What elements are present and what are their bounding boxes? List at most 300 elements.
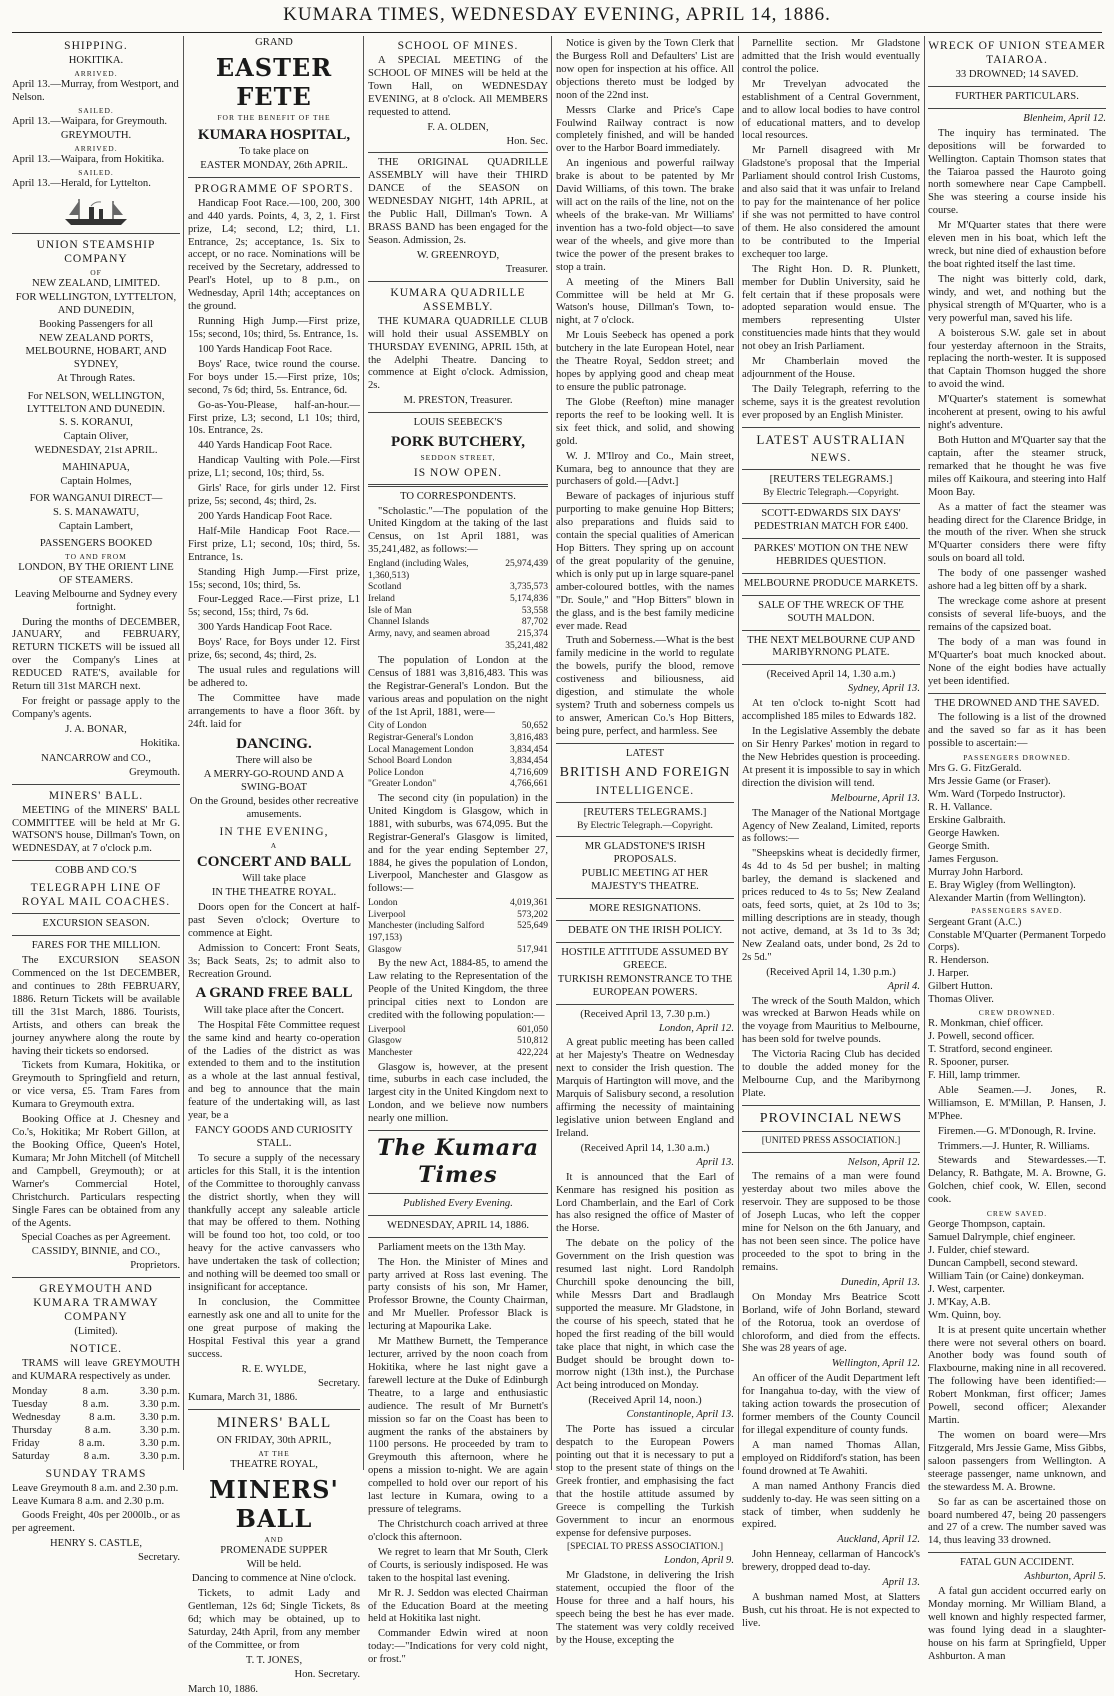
divider <box>556 743 734 744</box>
act-text: By the new Act, 1884-85, to amend the Law relating to the Representation of the People of the United Kingdom, the three principal cities next to London are credited with the following population:— <box>368 958 548 1021</box>
list-item: Stewards and Stewardesses.—T. Delancy, R. Bathgate, M. A. Browne, G. Golchen, chief cook, W. Ellen, second cook. <box>928 1155 1106 1206</box>
list-heading: CREW DROWNED. <box>978 1008 1056 1018</box>
masthead: KUMARA TIMES, WEDNESDAY EVENING, APRIL 14, 1886. <box>283 4 831 25</box>
rules-text: The usual rules and regulations will be adhered to. <box>188 665 360 690</box>
wreck-subheading: 33 DROWNED; 14 SAVED. <box>955 69 1079 81</box>
news-headline: TURKISH REMONSTRANCE TO THE EUROPEAN POWERS. <box>557 973 733 998</box>
british-foreign-heading: BRITISH AND FOREIGN <box>559 764 731 780</box>
latest-label: LATEST <box>625 747 665 759</box>
held-label: Will be held. <box>246 1559 302 1571</box>
divider <box>368 1215 548 1216</box>
table-row: Liverpool 601,050 <box>368 1024 548 1035</box>
dateline: March 10, 1886. <box>188 1683 259 1695</box>
news-item: W. J. M'Ilroy and Co., Main street, Kumara, beg to announce that they are purchasers of gold.—[Advt.] <box>556 450 734 488</box>
also-label: There will also be <box>235 755 313 766</box>
sport-event: Running High Jump.—First prize, 15s; second, 10s; third, 5s. Entrance, 1s. <box>188 316 360 340</box>
column-2 <box>188 36 360 1695</box>
merry-go-round: A MERRY-GO-ROUND AND A SWING-BOAT <box>203 768 345 793</box>
news-item: Mr R. J. Seddon was elected Chairman of the Education Board at the meeting held at Hokitika last night. <box>368 1587 548 1625</box>
divider <box>188 177 360 178</box>
table-row: London 4,019,361 <box>368 898 548 909</box>
tramway-heading: GREYMOUTH AND KUMARA TRAMWAY COMPANY <box>33 1283 159 1324</box>
divider <box>12 233 180 234</box>
press-association-label: [UNITED PRESS ASSOCIATION.] <box>761 1135 901 1146</box>
hospital-heading: KUMARA HOSPITAL, <box>197 126 351 143</box>
sunday-trams-heading: SUNDAY TRAMS <box>45 1467 147 1480</box>
union-nz: NEW ZEALAND, LIMITED. <box>31 278 161 290</box>
correspondents-heading: TO CORRESPONDENTS. <box>400 490 516 502</box>
divider <box>556 898 734 899</box>
column-rule <box>551 36 552 1470</box>
news-item: In the Legislative Assembly the debate on Sir Henry Parkes' motion in regard to the New Hebrides question is proceeding. At present it is impossible to say in which direction the division will tend. <box>742 726 920 789</box>
news-item: The Victoria Racing Club has decided to double the added money for the Melbourne Cup, and the Maribyrnong Plate. <box>742 1049 920 1099</box>
dateline: April 13. <box>696 1156 734 1168</box>
news-item: It is at present quite uncertain whether there were not several others on board. Another body was found south of Flaxbourne, making nine in all recovered. The following have been identified:—Robert Monkman, first officer; James Powell, second officer; Alexander Martin. <box>928 1324 1106 1427</box>
column-1 <box>12 36 180 1564</box>
news-item: Notice is given by the Town Clerk that the Burgess Roll and Defaulters' List are now open for inspection at his office. All objections thereto must be lodged by noon of the 22nd inst. <box>556 38 734 101</box>
captain-name: Captain Oliver, <box>63 431 129 443</box>
fancy-goods-heading: FANCY GOODS AND CURIOSITY STALL. <box>194 1125 354 1149</box>
passengers-heading: PASSENGERS BOOKED <box>39 537 153 549</box>
divider <box>368 152 548 153</box>
evening-heading: IN THE EVENING, <box>219 825 329 838</box>
dateline: Sydney, April 13. <box>847 683 920 695</box>
dateline: Nelson, April 12. <box>847 1156 920 1168</box>
excursion-text: Tickets from Kumara, Hokitika, or Greymouth to Springfield and return, or vice versa, £5. Tram Fares from Kumara to Greymouth extra. <box>12 1060 180 1111</box>
theatre-royal: THEATRE ROYAL, <box>230 1458 318 1470</box>
treasurer-name: W. GREENROYD, <box>416 249 500 261</box>
divider <box>742 630 920 631</box>
list-item: R. H. Vallance. <box>928 802 993 814</box>
column-5 <box>742 36 920 1629</box>
list-item: George Smith. <box>928 840 990 852</box>
list-item: R. Spooner, purser. <box>928 1056 1010 1068</box>
latest-australian-heading: LATEST AUSTRALIAN <box>756 431 906 447</box>
column-4 <box>556 36 734 1646</box>
union-route: For NELSON, WELLINGTON, LYTTELTON AND DUNEDIN. <box>26 390 166 415</box>
list-item: George Thompson, captain. <box>928 1219 1046 1231</box>
list-item: James Ferguson. <box>928 853 999 865</box>
news-item: "Sheepskins wheat is decidedly firmer, 4s 4d to 4s 5d per bushel; in malting barley, the demand is slackened and prices reduced to 4s to 5s; New Zealand oats, feed sorts, quiet, at 2s 10d to 3s; milling descriptions are in steady, though not active, demand, at 3s 1d to 3s 3d; New Zealand oats, under bond, 2s 2d to 2s 5d." <box>742 848 920 963</box>
news-item: A bushman named Most, at Slatters Bush, cut his throat. He is not expected to live. <box>742 1592 920 1629</box>
kumara-quadrille-text: THE KUMARA QUADRILLE CLUB will hold their usual ASSEMBLY on THURSDAY EVENING, APRIL 15th, at the Adelphi Theatre. Dancing to commence at Eight o'clock. Admission, 2s. <box>368 315 548 392</box>
divider <box>742 1105 920 1106</box>
ship-name: S. S. MANAWATU, <box>53 506 139 518</box>
union-ports: NEW ZEALAND PORTS, MELBOURNE, HOBART, AND SYDNEY, <box>25 332 167 370</box>
fortnightly: Leaving Melbourne and Sydney every fortnight. <box>14 588 178 613</box>
timetable-row: Wednesday 8 a.m. 3.30 p.m. <box>12 1411 180 1423</box>
divider <box>368 1193 548 1194</box>
news-item: As a matter of fact the steamer was heading direct for the Clarence Bridge, in the mouth of the river. When she struck M'Quarter considers there were fifty souls on board all told. <box>928 501 1106 565</box>
timetable-row: Tuesday 8 a.m. 3.30 p.m. <box>12 1398 180 1410</box>
news-item: The body of a man was found in M'Quarter's boat much knocked about. None of the eight bodies have actually yet been identified. <box>928 636 1106 687</box>
proprietor-name: CASSIDY, BINNIE, and CO., <box>31 1246 161 1258</box>
news-item: Beware of packages of injurious stuff purporting to make genuine Hop Bitters; also preparations and fluids said to contain the special qualities of American Hop Bitters. They spring up on account of the great popularity of the genuine, which is only put up in large square-panel amber-coloured bottles, with the names "Dr. Soule," and "Hop Bitters" blown in the glass, and is the best family medicine ever made. Read <box>556 491 734 632</box>
dateline: Dunedin, April 13. <box>840 1276 920 1288</box>
telegraph-heading: TELEGRAPH LINE OF ROYAL MAIL COACHES. <box>21 882 171 909</box>
news-item: Mr Parnell disagreed with Mr Gladstone's proposal that the Imperial Parliament should control Irish Customs, and also said that it was unfair to Ireland to pay for the maintenance of her police if she was not permitted to have control of them. He also considered the amount to be contributed to the Imperial exchequer too large. <box>742 145 920 260</box>
cobb-heading: COBB AND CO.'S <box>55 865 137 877</box>
now-open: IS NOW OPEN. <box>413 466 503 479</box>
secretary-title: Secretary. <box>318 1377 360 1389</box>
uk-population-table <box>368 559 548 653</box>
news-item: Mr Matthew Burnett, the Temperance lecturer, arrived by the noon coach from Hokitika, where he last night gave a farewell lecture at the Duke of Edinburgh Theatre, to a large and enthusiastic audience. The result of Mr Burnett's mission so far on the Coast has been to augment the ranks of the abstainers by 1100 persons. He proceeded by tram to Greymouth this afternoon, where he opens a mission to-night. We are again compelled to hold over our report of his last lecture in Kumara, owing to a pressure of telegrams. <box>368 1336 548 1516</box>
reuters-label: [REUTERS TELEGRAMS.] <box>769 473 893 485</box>
news-item: It is announced that the Earl of Kenmare has resigned his position as Lord Chamberlain, and the Earl of Cork has also resigned the office of Master of the Horse. <box>556 1171 734 1235</box>
column-rule <box>738 36 739 1470</box>
list-item: Thomas Oliver. <box>928 994 994 1006</box>
table-row: Ireland 5,174,836 <box>368 593 548 604</box>
news-item: The body of one passenger washed ashore had a leg bitten off by a shark. <box>928 568 1106 593</box>
secretary-name: F. A. OLDEN, <box>427 121 489 133</box>
union-route: FOR WELLINGTON, LYTTELTON, AND DUNEDIN, <box>15 292 177 317</box>
fares-heading: FARES FOR THE MILLION. <box>31 940 161 952</box>
list-item: Able Seamen.—J. Jones, R. Williamson, E. M'Millan, P. Hansen, J. M'Phee. <box>928 1084 1106 1122</box>
list-item: Wm. Quinn, boy. <box>928 1309 1002 1321</box>
news-item: Truth and Soberness.—What is the best family medicine in the world to regulate the bowels, purify the blood, remove costiveness and biliousness, aid digestion, and stimulate the whole system? Truth and soberness compels us to answer, American Co.'s Hop Bitters, being pure, perfect, and harmless. See <box>556 635 734 737</box>
divider <box>928 693 1106 694</box>
sailing-date: WEDNESDAY, 21st APRIL. <box>34 445 158 457</box>
news-item: A meeting of the Miners Ball Committee will be held at Mr G. Watson's house, Dillman's Town, to-night, at 7 o'clock. <box>556 276 734 327</box>
divider <box>742 573 920 574</box>
sport-event: Go-as-You-Please, half-an-hour.—First prize, L3; second, L1 10s; third, 10s. Entrance, 2s. <box>188 399 360 437</box>
seddon-street: SEDDON STREET, <box>420 453 496 463</box>
union-rates: At Through Rates. <box>56 372 136 384</box>
news-item: Mr Chamberlain moved the adjournment of the House. <box>742 356 920 381</box>
divider <box>12 935 180 936</box>
ball-date: ON FRIDAY, 30th APRIL, <box>216 1434 332 1446</box>
fete-text: The Hospital Fête Committee request the same kind and hearty co-operation of the Ladies of the district as was extended to them and to the institution as a whole at the last annual festival, and beg to announce that the main feature of the undertaking will, as last year, be a <box>188 1019 360 1122</box>
dateline: Constantinople, April 13. <box>626 1409 734 1421</box>
list-item: Mrs G. G. FitzGerald. <box>928 763 1022 775</box>
excursion-text: The EXCURSION SEASON Commenced on the 1st DECEMBER, and continues to 28th FEBRUARY, 1886. Return Tickets will be available till the 31st March, 1886. Tourists, Artists, and others can break the journey anywhere along the route by having their tickets so endorsed. <box>12 955 180 1057</box>
news-headline: DEBATE ON THE IRISH POLICY. <box>567 924 723 936</box>
received-time: (Received April 14, 1.30 a.m.) <box>580 1142 710 1154</box>
at-the-label: AT THE <box>258 1448 290 1458</box>
orient-line: LONDON, BY THE ORIENT LINE OF STEAMERS. <box>18 561 174 586</box>
divider <box>928 86 1106 87</box>
divider <box>742 503 920 504</box>
union-route: FOR WANGANUI DIRECT— <box>29 493 163 505</box>
dancing-heading: DANCING. <box>236 735 312 752</box>
seebeck-label: LOUIS SEEBECK'S <box>413 417 503 429</box>
city-table <box>368 898 548 956</box>
easter-fete-heading: EASTER FETE <box>215 52 333 112</box>
list-item: Constable M'Quarter (Permanent Torpedo Corps). <box>928 929 1106 954</box>
list-item: Mrs Jessie Game (or Fraser). <box>928 776 1051 788</box>
list-item: J. M'Kay, A.B. <box>928 1296 991 1308</box>
masthead-rule <box>12 32 1102 33</box>
tickets-text: Tickets, to admit Lady and Gentleman, 12s 6d; Single Tickets, 8s 6d; which may be obtained, up to Saturday, 24th April, from any member of the Committee, or from <box>188 1588 360 1651</box>
news-item: An officer of the Audit Department left for Inangahua to-day, with the view of taking action towards the prosecution of former members of the County Council for illegal expenditure of county funds. <box>742 1373 920 1436</box>
will-take-place: Will take place <box>242 873 306 885</box>
sunday-tram-time: Leave Greymouth 8 a.m. and 2.30 p.m. <box>12 1482 179 1494</box>
news-item: So far as can be ascertained those on board numbered 47, being 20 passengers and 27 of a crew. The number saved was 14, thus leaving 33 drowned. <box>928 1496 1106 1547</box>
news-item: An ingenious and powerful railway brake is about to be patented by Mr David Williams, of this town. The brake will act on the rails of the line, not on the wheels of the brake-van. Mr Williams' invention has a two-fold object—to save wear of the wheels, and give more than twice the power of the present brakes to stop a train. <box>556 158 734 273</box>
agent-name: NANCARROW and CO., <box>41 752 151 764</box>
dateline: Ashburton, April 5. <box>1024 1571 1106 1583</box>
sport-event: Boys' Race, for Boys under 12. First prize, 6s; second, 4s; third, 2s. <box>188 637 360 662</box>
table-row: Liverpool 573,202 <box>368 909 548 920</box>
sport-event: Girls' Race, for girls under 12. First prize, 5s; second, 4s; third, 2s. <box>188 483 360 508</box>
second-city-text: The second city (in population) in the United Kingdom is Glasgow, which in 1881, with suburbs, was 674,095. But the Registrar-General's Glasgow is limited, and for the year ending September 27, 1884, he gives the population of London, Liverpool, Manchester and Glasgow as follows:— <box>368 792 548 895</box>
supper-heading: PROMENADE SUPPER <box>220 1545 328 1557</box>
agent-place: Hokitika. <box>140 737 180 749</box>
treasurer-title: Treasurer. <box>505 263 548 275</box>
news-item: A man named Anthony Francis died suddenly to-day. He was seen sitting on a stack of timber, when suddenly he expired. <box>742 1480 920 1531</box>
sport-event: 440 Yards Handicap Foot Race. <box>198 440 333 452</box>
table-row: Glasgow 517,941 <box>368 944 548 955</box>
ship-name: S. S. KORANUI, <box>59 417 133 429</box>
news-heading: NEWS. <box>810 451 852 464</box>
dateline: April 13. <box>882 1577 920 1589</box>
issue-date: WEDNESDAY, APRIL 14, 1886. <box>386 1219 530 1231</box>
free-ball-heading: A GRAND FREE BALL <box>195 985 353 1002</box>
secretary-title: Hon. Sec. <box>506 135 548 147</box>
divider <box>368 412 548 413</box>
news-item: The wreckage come ashore at present consists of several life-buoys, and the remains of the capsized boat. <box>928 596 1106 633</box>
secretary-title: Secretary. <box>138 1552 180 1564</box>
news-headline: HOSTILE ATTITUDE ASSUMED BY GREECE. <box>561 946 729 971</box>
dateline: London, April 9. <box>664 1555 734 1567</box>
admission-text: Admission to Concert: Front Seats, 3s; Back Seats, 2s; to admit also to Recreation Ground. <box>188 942 360 980</box>
goods-freight: Goods Freight, 40s per 2000lb., or as per agreement. <box>12 1510 180 1535</box>
grand-label: GRAND <box>255 37 293 48</box>
list-item: Samuel Dalrymple, chief engineer. <box>928 1232 1076 1244</box>
school-of-mines-heading: SCHOOL OF MINES. <box>397 40 519 52</box>
table-row: England (including Wales, 1,360,513) 25,974,439 <box>368 559 548 581</box>
table-row: Army, navy, and seamen abroad 215,374 <box>368 628 548 639</box>
timetable-row: Friday 8 a.m. 3.30 p.m. <box>12 1437 180 1449</box>
column-rule <box>363 36 364 1470</box>
divider <box>12 860 180 861</box>
divider <box>368 1130 548 1131</box>
programme-heading: PROGRAMME OF SPORTS. <box>194 182 354 195</box>
divider <box>742 595 920 596</box>
list-item: Sergeant Grant (A.C.) <box>928 916 1022 928</box>
column-rule <box>924 36 925 1470</box>
news-item: The Globe (Reefton) mine manager reports the reef to be looking well. It is six feet thick, and solid, and showing gold. <box>556 396 734 447</box>
list-heading: CREW SAVED. <box>986 1209 1048 1219</box>
sailed-label: SAILED. <box>78 167 114 177</box>
drowned-saved-heading: THE DROWNED AND THE SAVED. <box>934 697 1100 709</box>
table-row: City of London 50,652 <box>368 721 548 732</box>
captain-name: Captain Lambert, <box>58 520 134 532</box>
dateline: Wellington, April 12. <box>831 1358 920 1370</box>
news-item: Parnellite section. Mr Gladstone admitted that the Irish would eventually control the police. <box>742 38 920 75</box>
steamship-icon <box>61 197 131 227</box>
list-item: F. Hill, lamp trimmer. <box>928 1069 1021 1081</box>
table-row: School Board London 3,834,454 <box>368 756 548 767</box>
kumara-times-nameplate: The Kumara Times <box>376 1135 540 1188</box>
reuters-label: [REUTERS TELEGRAMS.] <box>583 806 707 818</box>
table-row: Police London 4,716,609 <box>368 767 548 778</box>
secretary-name: R. E. WYLDE, <box>241 1363 307 1375</box>
shipping-entry: April 13.—Herald, for Lyttelton. <box>12 178 151 190</box>
sport-event: Boys' Race, twice round the course. For boys under 15.—First prize, 10s; second, 7s 6d; third, 5s. Entrance, 6d. <box>188 358 360 396</box>
press-association-label: [SPECIAL TO PRESS ASSOCIATION.] <box>566 1542 724 1553</box>
divider <box>368 281 548 282</box>
news-item: The Right Hon. D. R. Plunkett, member for Dublin University, said he felt certain that if these proposals were adopted separation would ensue. The members representing Ulster constituencies made hints that they would not obey an Irish Parliament. <box>742 263 920 353</box>
table-row: Manchester 422,224 <box>368 1047 548 1058</box>
trams-text: TRAMS will leave GREYMOUTH and KUMARA respectively as under. <box>12 1358 180 1383</box>
to-and-from: TO AND FROM <box>65 551 127 561</box>
received-time: (Received April 14, 1.30 p.m.) <box>766 966 896 978</box>
list-item: Murray John Harbord. <box>928 866 1024 878</box>
list-item: T. Stratford, second engineer. <box>928 1044 1053 1056</box>
list-item: George Hawken. <box>928 827 1000 839</box>
table-row: "Greater London" 4,766,661 <box>368 779 548 790</box>
treasurer-name: M. PRESTON, Treasurer. <box>403 395 513 407</box>
news-item: Mr Louis Seebeck has opened a pork butchery in the late European Hotel, near the Theatre Royal, Seddon street; and hopes by applying good and cheap meat to ensure the public patronage. <box>556 330 734 393</box>
pork-butchery-heading: PORK BUTCHERY, <box>391 434 525 451</box>
union-heading: UNION STEAMSHIP COMPANY <box>36 239 156 266</box>
list-heading: PASSENGERS DROWNED. <box>963 753 1071 763</box>
news-item: A fatal gun accident occurred early on Monday morning. Mr William Bland, a well known and highly respected farmer, was found lying dead in a slaughter-house on his farm at Springfield, Upper Ashburton. A man <box>928 1586 1106 1662</box>
received-time: (Received April 14, 1.30 a.m.) <box>766 669 896 681</box>
list-item: R. Monkman, chief officer. <box>928 1018 1044 1030</box>
news-headline: MR GLADSTONE'S IRISH PROPOSALS. <box>584 841 706 866</box>
tramway-limited: (Limited). <box>74 1326 118 1338</box>
secretary-name: T. T. JONES, <box>245 1654 303 1666</box>
dateline: Blenheim, April 12. <box>1023 112 1106 124</box>
agent-place: Greymouth. <box>129 766 180 778</box>
table-row: Isle of Man 53,558 <box>368 605 548 616</box>
union-text: Booking Passengers for all <box>39 318 153 330</box>
news-item: On Monday Mrs Beatrice Scott Borland, wife of John Borland, steward of the Rotorua, took an overdose of chloroform, and died from the effects. She was 28 years of age. <box>742 1291 920 1355</box>
sailed-label: SAILED. <box>78 105 114 115</box>
easter-monday: EASTER MONDAY, 26th APRIL. <box>200 159 348 171</box>
copyright-label: By Electric Telegraph.—Copyright. <box>577 820 713 831</box>
list-item: J. Powell, second officer. <box>928 1031 1035 1043</box>
list-item: Firemen.—G. M'Donough, R. Irvine. <box>938 1125 1096 1137</box>
list-item: J. Fulder, chief steward. <box>928 1245 1030 1257</box>
floor-text: The Committee have made arrangements to have a floor 36ft. by 24ft. laid for <box>188 692 360 730</box>
news-item: A boisterous S.W. gale set in about four yesterday afternoon in the Straits, replacing the north-wester. It is supposed that Captain Thomson hugged the shore to avoid the wind. <box>928 327 1106 391</box>
list-item: Gilbert Hutton. <box>928 981 993 993</box>
news-item: Parliament meets on the 13th May. <box>378 1241 526 1253</box>
divider <box>742 1131 920 1132</box>
divider <box>556 942 734 943</box>
news-headline: THE NEXT MELBOURNE CUP AND MARIBYRNONG PLATE. <box>747 634 915 659</box>
table-row: Registrar-General's London 3,816,483 <box>368 733 548 744</box>
wreck-heading: WRECK OF UNION STEAMER TAIAROA. <box>928 40 1106 67</box>
news-item: Messrs Clarke and Price's Cape Foulwind Railway contract is now completely finished, and will be handed over to the Harbor Board immediately. <box>556 104 734 155</box>
captain-name: Captain Holmes, <box>60 476 132 488</box>
divider <box>12 784 180 785</box>
proprietor-title: Proprietors. <box>130 1260 180 1272</box>
news-headline: MORE RESIGNATIONS. <box>589 903 701 915</box>
dateline: Kumara, March 31, 1886. <box>188 1392 298 1404</box>
sport-event: 100 Yards Handicap Foot Race. <box>198 343 333 355</box>
news-item: The Manager of the National Mortgage Agency of New Zealand, Limited, reports as follows:— <box>742 807 920 845</box>
news-item: At ten o'clock to-night Scott had accomplished 185 miles to Edwards 182. <box>742 698 920 723</box>
union-of: OF <box>90 268 102 278</box>
list-item: J. Harper. <box>928 968 969 980</box>
notice-heading: NOTICE. <box>69 1343 123 1356</box>
london-table <box>368 721 548 790</box>
list-intro: The following is a list of the drowned and the saved so far as it has been possible to ascertain:— <box>928 712 1106 750</box>
sport-event: Handicap Foot Race.—100, 200, 300 and 440 yards. Points, 4, 3, 2, 1. First prize, L4; second, L2; third, L1. Entrance, 2s; acceptance, 1s. Six to accept, or no race. Nominations will be received by the Secretary, addressed to Pearl's Hotel, up to 8 p.m., on Wednesday, April 14th; acceptances on the ground. <box>188 197 360 313</box>
table-row: Glasgow 510,812 <box>368 1036 548 1047</box>
news-headline: SALE OF THE WRECK OF THE SOUTH MALDON. <box>758 599 904 624</box>
dateline: Melbourne, April 13. <box>830 792 920 804</box>
sport-event: 200 Yards Handicap Foot Race. <box>198 510 333 522</box>
hokitika-heading: HOKITIKA. <box>68 55 124 67</box>
arrived-label: ARRIVED. <box>74 143 118 153</box>
received-time: (Received April 14, noon.) <box>588 1395 702 1407</box>
dancing-time: Dancing to commence at Nine o'clock. <box>191 1573 357 1585</box>
shipping-entry: April 13.—Waipara, for Greymouth. <box>12 116 168 128</box>
news-item: A man named Thomas Allan, employed on Riddiford's station, has been found drowned at Te Awahiti. <box>742 1439 920 1477</box>
news-item: A great public meeting has been called at her Majesty's Theatre on Wednesday next to consider the Irish question. The Marquis of Hartington will move, and the Marquis of Salisbury second, a resolution affirming the necessity of maintaining legislative union between England and Ireland. <box>556 1037 734 1139</box>
doors-text: Doors open for the Concert at half-past Seven o'clock; Overture to commence at Eight. <box>188 901 360 939</box>
dateline: London, April 12. <box>658 1022 734 1034</box>
news-item: The Daily Telegraph, referring to the scheme, says it is the greatest revolution ever proposed by an English Minister. <box>742 383 920 421</box>
miners-ball-heading: MINERS' BALL <box>216 1415 332 1432</box>
news-item: The Porte has issued a circular despatch to the European Powers pointing out that it is necessary to put a stop to the present state of things on the Greek frontier, and emphasising the fact that the hostile attitude assumed by Greece is compelling the Turkish Government to incur an enormous expense for defensive purposes. <box>556 1424 734 1539</box>
theatre-royal: IN THE THEATRE ROYAL. <box>211 886 337 898</box>
divider <box>368 1237 548 1238</box>
divider <box>742 538 920 539</box>
ship-name: MAHINAPUA, <box>62 462 130 474</box>
news-item: John Henneay, cellarman of Hancock's brewery, dropped dead to-day. <box>742 1549 920 1574</box>
scholastic-text: "Scholastic."—The population of the United Kingdom at the taking of the last Census, on 1st April 1881, was 35,241,482, as follows:— <box>368 505 548 556</box>
news-item: Commander Edwin wired at noon today:—"Indications for very cold night, or frost." <box>368 1628 548 1666</box>
sport-event: Four-Legged Race.—First prize, L1 5s; second, 15s; third, 7s 6d. <box>188 594 360 619</box>
city-table <box>368 1025 548 1060</box>
stall-text: To secure a supply of the necessary articles for this Stall, it is the intention of the Committee to thoroughly canvass the district shortly, when they will thankfully accept any saleable article that may be offered to them. Nothing will be found too hot, too cold, or too heavy for the active canvassers who have undertaken the task of collection; and nothing will be deemed too small or insignificant for acceptance. <box>188 1152 360 1294</box>
secretary-name: HENRY S. CASTLE, <box>49 1538 143 1550</box>
benefit-label: FOR THE BENEFIT OF THE <box>217 113 331 123</box>
list-heading: PASSENGERS SAVED. <box>971 906 1063 916</box>
table-row: Local Management London 3,834,454 <box>368 744 548 755</box>
divider <box>556 920 734 921</box>
dateline: Auckland, April 12. <box>837 1534 920 1546</box>
agent-name: J. A. BONAR, <box>65 723 127 735</box>
london-text: The population of London at the Census of 1881 was 3,816,483. This was the Registrar-General's London. But the various areas and population on the night of the 1st April, 1881, were— <box>368 654 548 718</box>
fatal-accident-heading: FATAL GUN ACCIDENT. <box>959 1557 1074 1569</box>
list-item: Duncan Campbell, second steward. <box>928 1258 1078 1270</box>
shipping-entry: April 13.—Murray, from Westport, and Nelson. <box>12 79 179 103</box>
shipping-entry: April 13.—Waipara, from Hokitika. <box>12 154 165 166</box>
further-particulars: FURTHER PARTICULARS. <box>955 90 1079 102</box>
return-tickets-text: During the months of DECEMBER, JANUARY, and FEBRUARY, RETURN TICKETS will be issued all over the Company's Lines at REDUCED RATE'S, available for Return till 31st MARCH next. <box>12 616 180 693</box>
news-headline: PARKES' MOTION ON THE NEW HEBRIDES QUESTION. <box>753 542 909 567</box>
list-item: R. Henderson. <box>928 955 989 967</box>
a-label: A <box>270 840 278 850</box>
special-coaches: Special Coaches as per Agreement. <box>21 1232 171 1244</box>
divider <box>742 469 920 470</box>
quadrille-text: THE ORIGINAL QUADRILLE ASSEMBLY will have their THIRD DANCE of the SEASON on WEDNESDAY NIGHT, 14th APRIL, at the Public Hall, Dillman's Town. A BRASS BAND has been engaged for the Season. Admission, 2s. <box>368 157 548 246</box>
list-item: William Tain (or Caine) donkeyman. <box>928 1270 1085 1282</box>
table-row: Manchester (including Salford 197,153) 525,649 <box>368 921 548 944</box>
timetable-row: Saturday 8 a.m. 3.30 p.m. <box>12 1450 180 1462</box>
miners-ball-banner: MINERS' BALL <box>209 1474 339 1533</box>
divider <box>928 1552 1106 1553</box>
news-headline: MELBOURNE PRODUCE MARKETS. <box>744 577 918 589</box>
news-item: The debate on the policy of the Government on the Irish question was resumed last night. Lord Randolph Churchill spoke denouncing the bill, while Messrs Dart and Bradlaugh supported the measure. Mr Gladstone, in the course of his speech, stated that he hoped the first reading of the bill would take place that night, in which case the Budget should be brought down to-morrow night (13th inst.), the Purchase Act being introduced on Monday. <box>556 1238 734 1392</box>
timetable-row: Thursday 8 a.m. 3.30 p.m. <box>12 1424 180 1436</box>
dateline: April 4. <box>887 980 920 992</box>
sport-event: Handicap Vaulting with Pole.—First prize, L1; second, 10s; third, 5s. <box>188 455 360 480</box>
news-item: Mr M'Quarter states that there were eleven men in his boat, which left the wreck, but nine died of exhaustion before the boat righted itself the last time. <box>928 220 1106 271</box>
news-item: Mr Trevelyan advocated the establishment of a Central Government, and to allow local bodies to have control of educational matters, and to develop local resources. <box>742 78 920 142</box>
concert-heading: CONCERT AND BALL <box>196 853 352 870</box>
divider <box>368 484 548 487</box>
news-item: Mr Gladstone, in delivering the Irish statement, occupied the floor of the House for three and a half hours, his speech being the best he has ever made. The statement was very coldly received by the House, excepting the <box>556 1569 734 1646</box>
news-item: The inquiry has terminated. The depositions will be forwarded to Wellington. Captain Thomson states that the Taiaroa passed the Hauroto going north somewhere near Cape Campbell. She was steering a course inside his course. <box>928 127 1106 217</box>
